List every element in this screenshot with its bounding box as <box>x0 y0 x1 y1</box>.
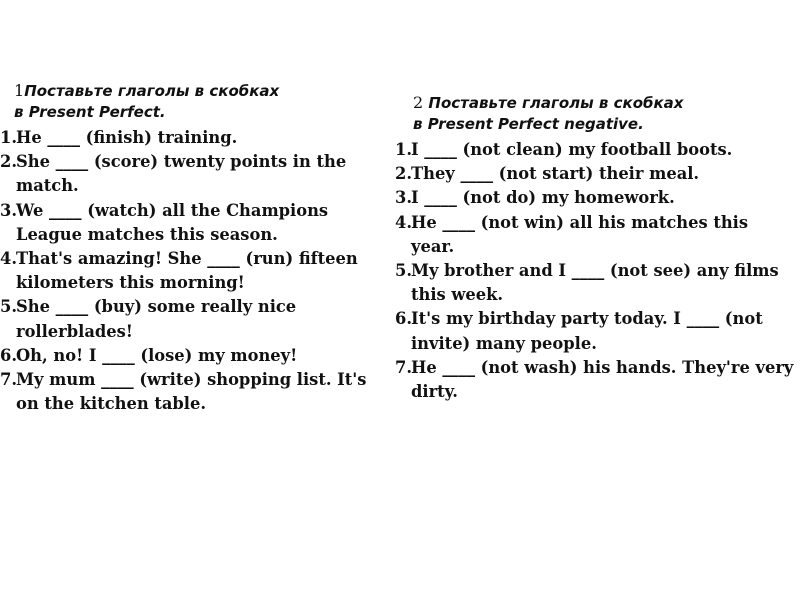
item-text: We ____ (watch) all the Champions League matches this season. <box>16 200 329 244</box>
item-number: 3. <box>0 200 17 220</box>
item-number: 4. <box>0 249 17 269</box>
exercise-1-heading-line2: в Present Perfect. <box>14 103 166 121</box>
exercise-1-heading-line1: Поставьте глаголы в скобках <box>24 82 280 100</box>
list-item <box>0 150 375 198</box>
item-text: She ____ (score) twenty points in the match. <box>16 152 347 196</box>
item-text: My brother and I ____ (not see) any films this week. <box>411 261 779 305</box>
exercise-2-number: 2 <box>413 93 424 112</box>
item-number: 1. <box>0 128 17 147</box>
item-number: 6. <box>395 309 412 329</box>
list-item <box>395 162 795 186</box>
list-item <box>0 126 375 150</box>
item-text: She ____ (buy) some really nice rollerblades! <box>16 297 297 341</box>
item-number: 6. <box>0 345 17 365</box>
list-item <box>0 368 375 416</box>
exercise-2-heading-line1: Поставьте глаголы в скобках <box>428 94 684 112</box>
list-item <box>395 186 795 210</box>
item-text: My mum ____ (write) shopping list. It's on the kitchen table. <box>16 370 367 414</box>
exercise-1-heading <box>14 80 364 123</box>
list-item <box>395 307 795 355</box>
list-item <box>0 247 375 295</box>
item-number: 1. <box>395 140 412 159</box>
item-text: He ____ (finish) training. <box>16 128 238 147</box>
item-number: 2. <box>0 152 17 172</box>
item-number: 2. <box>395 164 412 184</box>
list-item <box>395 356 795 404</box>
list-item <box>0 199 375 247</box>
item-number: 4. <box>395 212 412 232</box>
item-text: He ____ (not win) all his matches this year. <box>411 212 749 256</box>
item-number: 7. <box>0 370 17 390</box>
list-item <box>395 211 795 259</box>
exercise-2-heading-line2: в Present Perfect negative. <box>413 115 644 133</box>
list-item <box>0 295 375 343</box>
item-text: I ____ (not do) my homework. <box>411 188 675 208</box>
list-item <box>0 344 375 368</box>
item-text: It's my birthday party today. I ____ (not invite) many people. <box>411 309 763 353</box>
item-text: They ____ (not start) their meal. <box>411 164 700 184</box>
list-item <box>395 138 795 162</box>
item-number: 5. <box>0 297 17 317</box>
item-text: He ____ (not wash) his hands. They're very dirty. <box>411 357 794 402</box>
exercise-2-task-list <box>395 138 795 404</box>
item-text: I ____ (not clean) my football boots. <box>411 140 733 159</box>
exercise-1-task-list <box>0 126 375 416</box>
item-text: Oh, no! I ____ (lose) my money! <box>16 345 298 365</box>
exercise-1-number: 1 <box>14 81 25 100</box>
list-item <box>395 259 795 307</box>
item-number: 5. <box>395 261 412 281</box>
item-number: 3. <box>395 188 412 208</box>
item-text: That's amazing! She ____ (run) fifteen kilometers this morning! <box>16 249 358 293</box>
item-number: 7. <box>395 357 412 377</box>
exercise-2-heading <box>413 92 773 135</box>
